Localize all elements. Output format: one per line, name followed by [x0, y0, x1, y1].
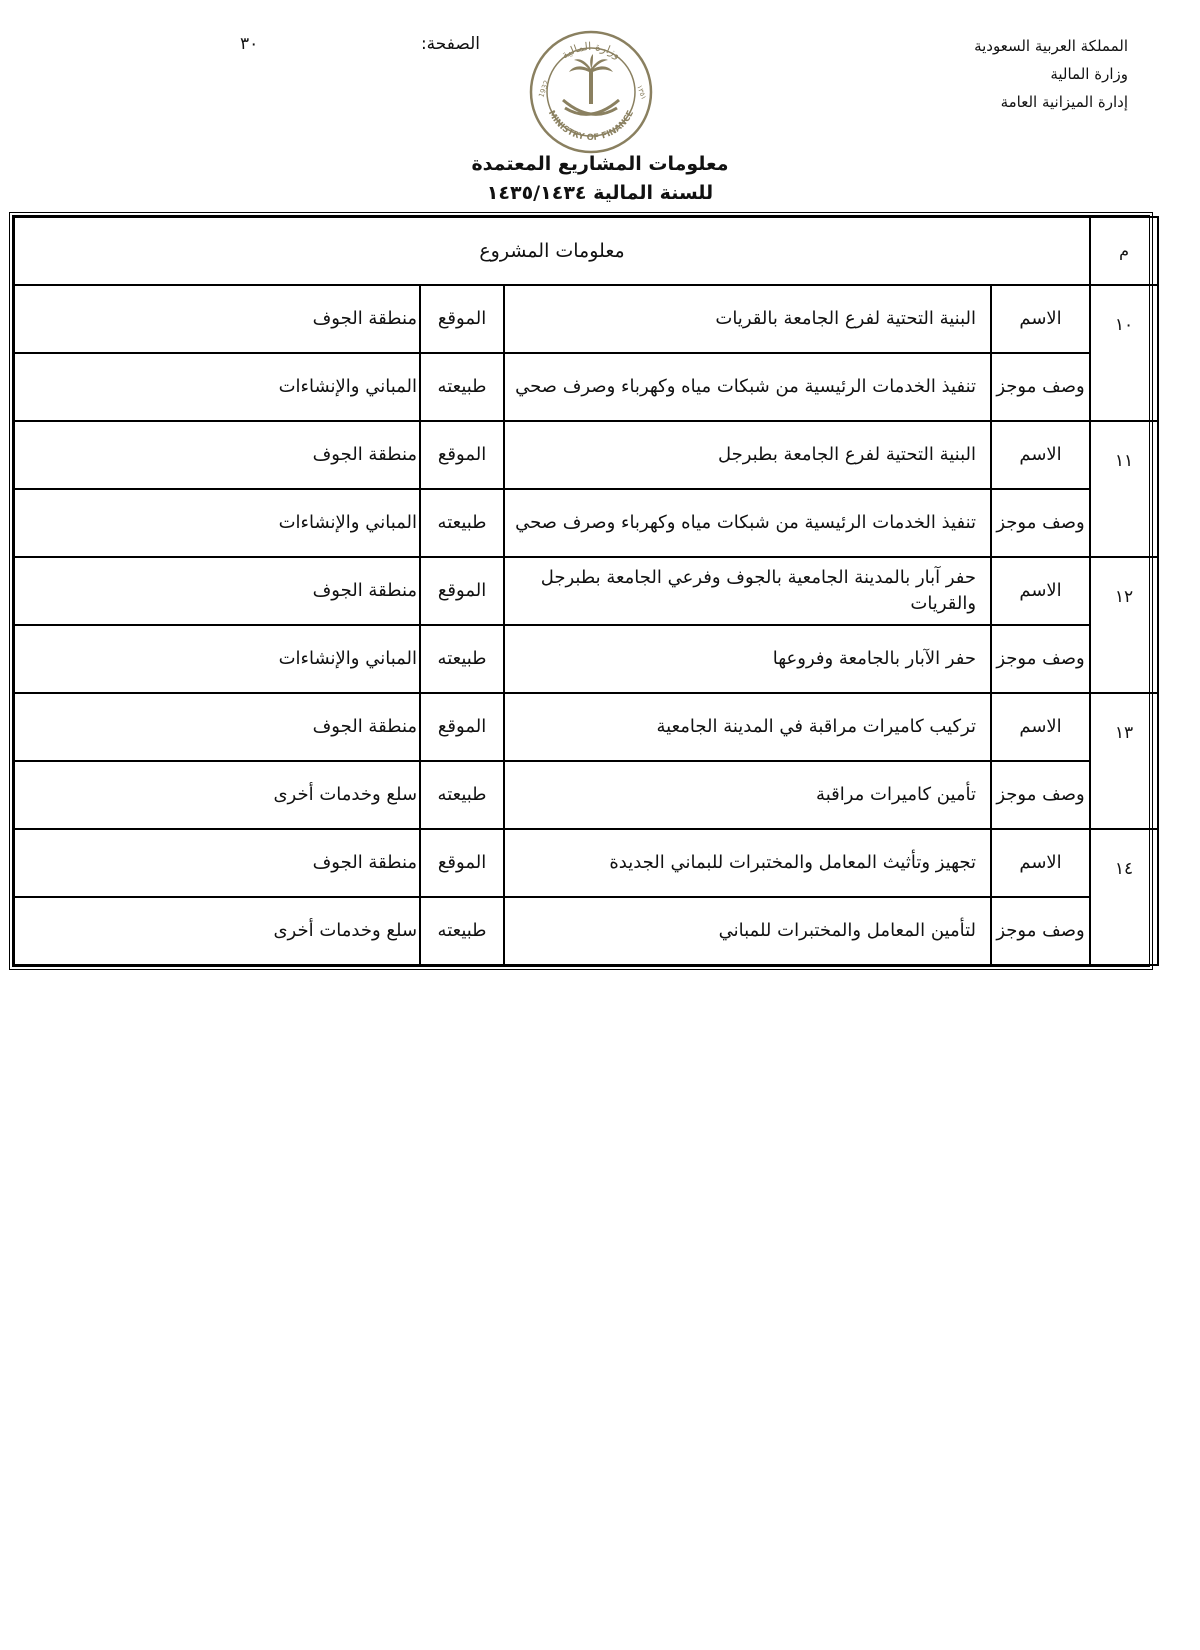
nature-label: طبيعته [420, 761, 504, 829]
fiscal-year-title: للسنة المالية ١٤٣٥/١٤٣٤ [486, 182, 714, 204]
description-label: وصف موجز [991, 353, 1090, 421]
table-row [14, 353, 1158, 421]
name-label: الاسم [991, 285, 1090, 353]
project-name: حفر آبار بالمدينة الجامعية بالجوف وفرعي الجامعة بطبرجل والقريات [504, 557, 991, 625]
ministry-name: وزارة المالية [1050, 65, 1128, 83]
description-label: وصف موجز [991, 489, 1090, 557]
project-number: ١٤ [1090, 829, 1158, 965]
location-label: الموقع [420, 557, 504, 625]
location-label: الموقع [420, 693, 504, 761]
table-header-row [14, 217, 1158, 285]
project-nature: المباني والإنشاءات [14, 625, 420, 693]
table-row [14, 285, 1158, 353]
palm-swords-emblem [563, 54, 619, 114]
project-name: تركيب كاميرات مراقبة في المدينة الجامعية [504, 693, 991, 761]
table-row [14, 829, 1158, 897]
page-label: الصفحة: [420, 34, 480, 54]
nature-label: طبيعته [420, 353, 504, 421]
location-label: الموقع [420, 829, 504, 897]
country-name: المملكة العربية السعودية [974, 37, 1128, 55]
nature-label: طبيعته [420, 897, 504, 965]
location-label: الموقع [420, 421, 504, 489]
projects-table-frame [9, 212, 1153, 970]
seal-english-text: MINISTRY OF FINANCE [545, 108, 637, 144]
project-number: ١٢ [1090, 557, 1158, 693]
table-row [14, 761, 1158, 829]
project-description: تنفيذ الخدمات الرئيسية من شبكات مياه وكهرباء وصرف صحي [504, 353, 991, 421]
name-label: الاسم [991, 421, 1090, 489]
description-label: وصف موجز [991, 625, 1090, 693]
document-title: معلومات المشاريع المعتمدة [471, 153, 729, 175]
name-label: الاسم [991, 693, 1090, 761]
column-project-info-header: معلومات المشروع [14, 217, 1090, 285]
location-label: الموقع [420, 285, 504, 353]
project-number: ١٠ [1090, 285, 1158, 421]
seal-year-right: ١٣٥١ [635, 83, 648, 101]
project-location: منطقة الجوف [14, 829, 420, 897]
name-label: الاسم [991, 829, 1090, 897]
nature-label: طبيعته [420, 489, 504, 557]
project-location: منطقة الجوف [14, 557, 420, 625]
project-name: البنية التحتية لفرع الجامعة بالقريات [504, 285, 991, 353]
project-description: لتأمين المعامل والمختبرات للمباني [504, 897, 991, 965]
page-number: ٣٠ [240, 34, 259, 54]
letterhead [868, 32, 1128, 116]
project-nature: سلع وخدمات أخرى [14, 897, 420, 965]
document-titles [300, 150, 900, 208]
project-location: منطقة الجوف [14, 285, 420, 353]
project-description: حفر الآبار بالجامعة وفروعها [504, 625, 991, 693]
ministry-seal-logo [527, 28, 655, 156]
table-row [14, 421, 1158, 489]
project-nature: المباني والإنشاءات [14, 353, 420, 421]
seal-arabic-text: وزارة المالية [558, 39, 624, 62]
department-name: إدارة الميزانية العامة [1000, 93, 1128, 111]
table-row [14, 693, 1158, 761]
table-row [14, 625, 1158, 693]
project-nature: سلع وخدمات أخرى [14, 761, 420, 829]
project-number: ١١ [1090, 421, 1158, 557]
table-row [14, 557, 1158, 625]
table-row [14, 489, 1158, 557]
name-label: الاسم [991, 557, 1090, 625]
column-number-header: م [1090, 217, 1158, 285]
project-location: منطقة الجوف [14, 421, 420, 489]
projects-table [13, 216, 1159, 966]
project-location: منطقة الجوف [14, 693, 420, 761]
description-label: وصف موجز [991, 897, 1090, 965]
seal-year-left: 1932 [537, 79, 551, 99]
nature-label: طبيعته [420, 625, 504, 693]
project-name: البنية التحتية لفرع الجامعة بطبرجل [504, 421, 991, 489]
page-number-line [240, 34, 480, 54]
project-nature: المباني والإنشاءات [14, 489, 420, 557]
description-label: وصف موجز [991, 761, 1090, 829]
project-number: ١٣ [1090, 693, 1158, 829]
project-name: تجهيز وتأثيث المعامل والمختبرات للبماني الجديدة [504, 829, 991, 897]
project-description: تأمين كاميرات مراقبة [504, 761, 991, 829]
table-row [14, 897, 1158, 965]
project-description: تنفيذ الخدمات الرئيسية من شبكات مياه وكهرباء وصرف صحي [504, 489, 991, 557]
